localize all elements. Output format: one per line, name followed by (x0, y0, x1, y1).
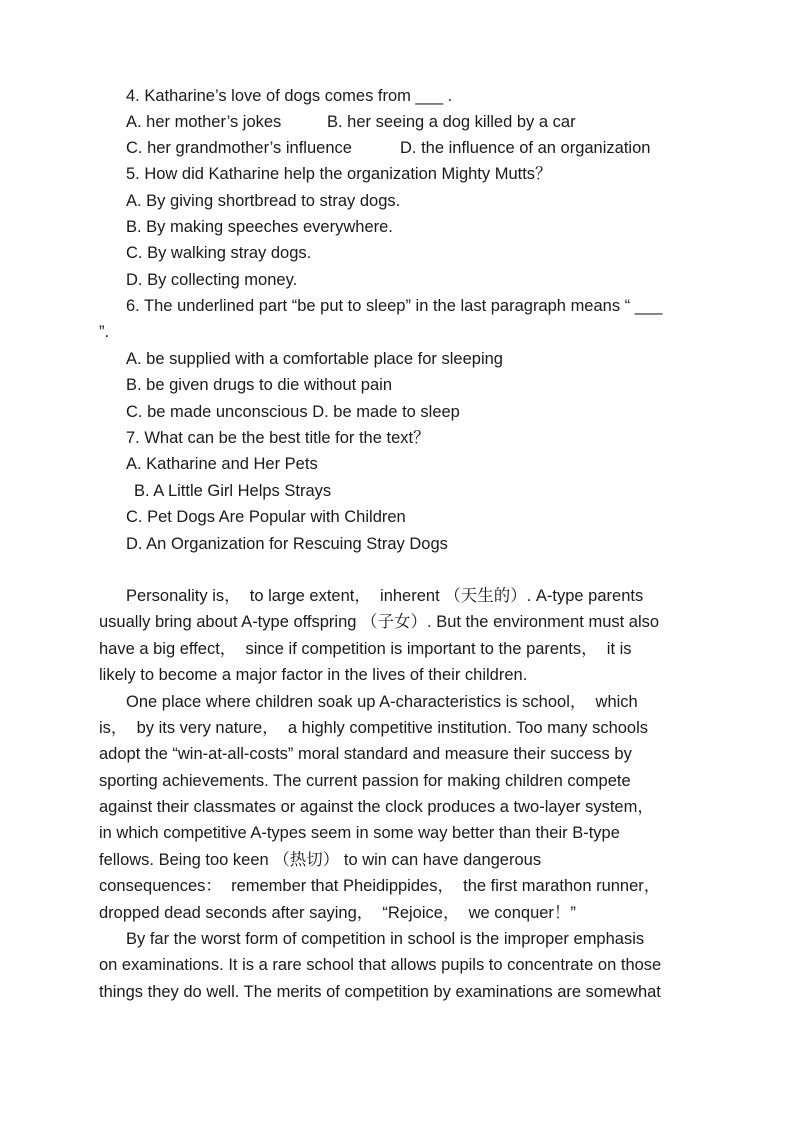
question-4: 4. Katharine’s love of dogs comes from ___ . (126, 87, 453, 105)
question-5-option-d: D. By collecting money. (126, 271, 298, 289)
question-6-option-b: B. be given drugs to die without pain (126, 376, 393, 394)
question-4-option-b: B. her seeing a dog killed by a car (327, 113, 576, 131)
question-7-option-b: B. A Little Girl Helps Strays (134, 482, 332, 500)
passage-line: have a big effect， since if competition is important to the parents， it is (99, 640, 632, 658)
passage-line: usually bring about A-type offspring （子女）. But the environment must also (99, 613, 660, 631)
passage-line: sporting achievements. The current passion for making children compete (99, 772, 631, 790)
passage-line: things they do well. The merits of competition by examinations are somewhat (99, 983, 661, 1001)
passage-line: in which competitive A-types seem in some way better than their B-type (99, 824, 620, 842)
passage-line: consequences： remember that Pheidippides， the first marathon runner， (99, 877, 661, 895)
passage-line: dropped dead seconds after saying， “Rejoice， we conquer！” (99, 904, 576, 922)
question-5-option-b: B. By making speeches everywhere. (126, 218, 393, 236)
question-4-option-d: D. the influence of an organization (400, 139, 651, 157)
question-6-continuation: ”. (99, 323, 110, 341)
question-6-option-a: A. be supplied with a comfortable place for sleeping (126, 350, 503, 368)
question-5-option-c: C. By walking stray dogs. (126, 244, 312, 262)
question-7-option-d: D. An Organization for Rescuing Stray Dogs (126, 535, 448, 553)
passage-line: is， by its very nature， a highly competitive institution. Too many schools (99, 719, 649, 737)
passage-line: likely to become a major factor in the lives of their children. (99, 666, 528, 684)
passage-line: on examinations. It is a rare school that allows pupils to concentrate on those (99, 956, 662, 974)
passage-line: against their classmates or against the clock produces a two-layer system， (99, 798, 654, 816)
passage-line: One place where children soak up A-characteristics is school， which (126, 693, 638, 711)
question-7-option-c: C. Pet Dogs Are Popular with Children (126, 508, 406, 526)
question-7-option-a: A. Katharine and Her Pets (126, 455, 318, 473)
question-4-option-c: C. her grandmother’s influence (126, 139, 352, 157)
question-6-option-cd: C. be made unconscious D. be made to sleep (126, 403, 460, 421)
question-6: 6. The underlined part “be put to sleep” in the last paragraph means “ ___ (126, 297, 663, 315)
passage-line: adopt the “win-at-all-costs” moral standard and measure their success by (99, 745, 632, 763)
question-7: 7. What can be the best title for the text？ (126, 429, 430, 447)
passage-line: fellows. Being too keen （热切） to win can have dangerous (99, 851, 542, 869)
question-5-option-a: A. By giving shortbread to stray dogs. (126, 192, 401, 210)
passage-line: Personality is， to large extent， inherent （天生的）. A-type parents (126, 587, 644, 605)
question-5: 5. How did Katharine help the organization Mighty Mutts？ (126, 165, 552, 183)
question-4-option-a: A. her mother’s jokes (126, 113, 282, 131)
passage-line: By far the worst form of competition in school is the improper emphasis (126, 930, 645, 948)
